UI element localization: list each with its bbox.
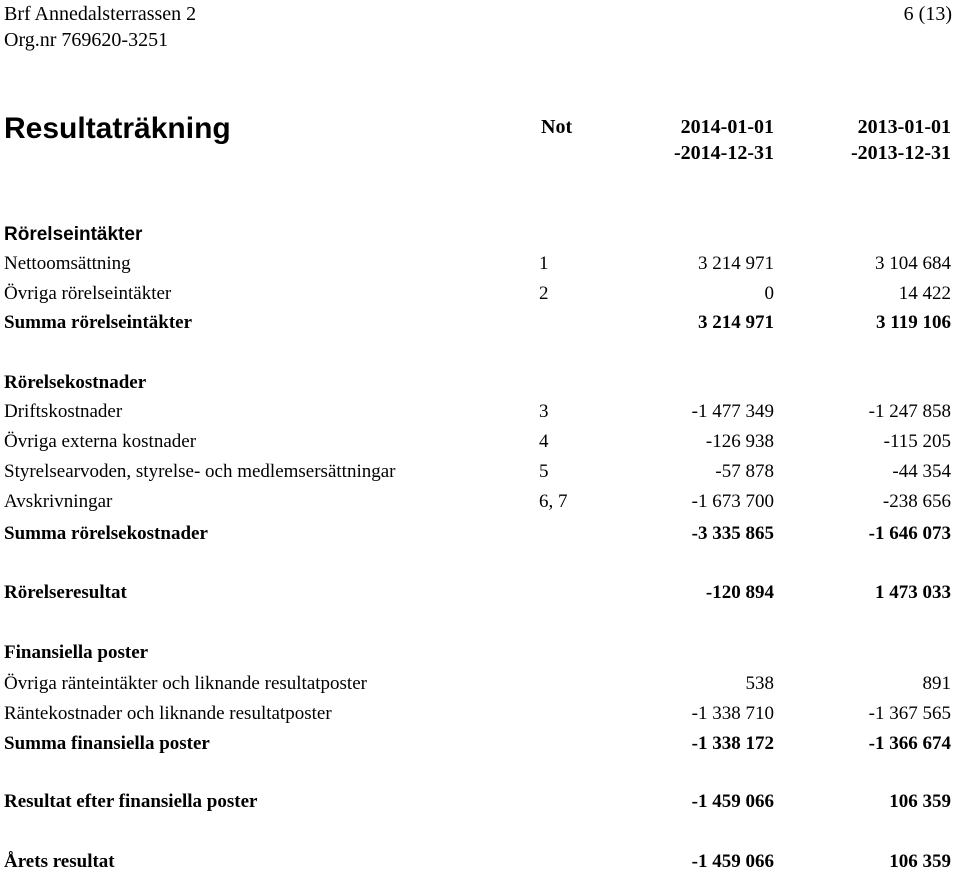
net-result-row <box>0 850 960 874</box>
column-header-not: Not <box>541 116 573 138</box>
row-value-2014: -1 338 172 <box>691 733 774 754</box>
row-value-2013: -238 656 <box>882 491 951 512</box>
row-value-2013: -44 354 <box>892 461 951 482</box>
row-value-2014: -1 338 710 <box>691 703 774 724</box>
row-label: Rörelseintäkter <box>4 224 143 245</box>
row-value-2014: -120 894 <box>705 582 774 603</box>
row-label: Avskrivningar <box>4 491 113 512</box>
table-row <box>0 282 960 306</box>
row-label: Räntekostnader och liknande resultatposter <box>4 703 332 724</box>
row-label: Summa finansiella poster <box>4 733 210 754</box>
subtotal-row <box>0 522 960 546</box>
row-note: 4 <box>539 431 549 452</box>
row-value-2013: 14 422 <box>898 283 951 304</box>
row-label: Övriga externa kostnader <box>4 431 197 452</box>
row-value-2014: -3 335 865 <box>691 523 774 544</box>
section-heading <box>0 641 960 665</box>
section-heading <box>0 223 960 247</box>
row-value-2014: -1 459 066 <box>691 791 774 812</box>
table-row <box>0 490 960 514</box>
table-row <box>0 460 960 484</box>
column-header-period-2014-start: 2014-01-01 <box>680 116 774 138</box>
row-label: Övriga ränteintäkter och liknande resultatposter <box>4 673 367 694</box>
column-header-period-2013-start: 2013-01-01 <box>857 116 951 138</box>
row-label: Årets resultat <box>4 851 115 872</box>
row-value-2014: 0 <box>764 283 774 304</box>
row-value-2014: 538 <box>745 673 774 694</box>
page-number: 6 (13) <box>903 3 952 25</box>
row-value-2013: -1 366 674 <box>868 733 951 754</box>
row-value-2013: -1 646 073 <box>868 523 951 544</box>
row-note: 1 <box>539 253 549 274</box>
row-label: Driftskostnader <box>4 401 123 422</box>
row-value-2013: 3 119 106 <box>876 312 951 333</box>
table-row <box>0 252 960 276</box>
column-header-period-2014-end: -2014-12-31 <box>674 142 774 164</box>
page-title: Resultaträkning <box>4 112 231 145</box>
result-row <box>0 581 960 605</box>
row-note: 3 <box>539 401 549 422</box>
row-note: 6, 7 <box>539 491 568 512</box>
table-row <box>0 672 960 696</box>
row-label: Summa rörelseintäkter <box>4 312 193 333</box>
row-label: Övriga rörelseintäkter <box>4 283 172 304</box>
table-row <box>0 430 960 454</box>
row-label: Rörelseresultat <box>4 582 127 603</box>
row-value-2014: 3 214 971 <box>698 312 774 333</box>
row-note: 2 <box>539 283 549 304</box>
row-value-2014: -57 878 <box>715 461 774 482</box>
row-label: Finansiella poster <box>4 642 149 663</box>
row-value-2013: 106 359 <box>889 791 951 812</box>
row-label: Rörelsekostnader <box>4 372 147 393</box>
row-label: Summa rörelsekostnader <box>4 523 208 544</box>
row-value-2013: 106 359 <box>889 851 951 872</box>
section-heading <box>0 371 960 395</box>
row-label: Resultat efter finansiella poster <box>4 791 258 812</box>
row-label: Styrelsearvoden, styrelse- och medlemsersättningar <box>4 461 396 482</box>
row-value-2013: -1 367 565 <box>868 703 951 724</box>
column-header-period-2013-end: -2013-12-31 <box>851 142 951 164</box>
table-row <box>0 400 960 424</box>
row-value-2014: -126 938 <box>705 431 774 452</box>
row-value-2014: -1 673 700 <box>691 491 774 512</box>
row-value-2014: -1 459 066 <box>691 851 774 872</box>
result-row <box>0 790 960 814</box>
row-value-2013: -1 247 858 <box>868 401 951 422</box>
subtotal-row <box>0 311 960 335</box>
row-value-2014: -1 477 349 <box>691 401 774 422</box>
table-row <box>0 702 960 726</box>
row-value-2013: -115 205 <box>883 431 951 452</box>
row-value-2013: 891 <box>922 673 951 694</box>
row-value-2014: 3 214 971 <box>698 253 774 274</box>
row-value-2013: 1 473 033 <box>875 582 951 603</box>
row-note: 5 <box>539 461 549 482</box>
org-name: Brf Annedalsterrassen 2 <box>4 3 197 25</box>
row-value-2013: 3 104 684 <box>875 253 951 274</box>
org-number: Org.nr 769620-3251 <box>4 29 169 51</box>
row-label: Nettoomsättning <box>4 253 131 274</box>
subtotal-row <box>0 732 960 756</box>
